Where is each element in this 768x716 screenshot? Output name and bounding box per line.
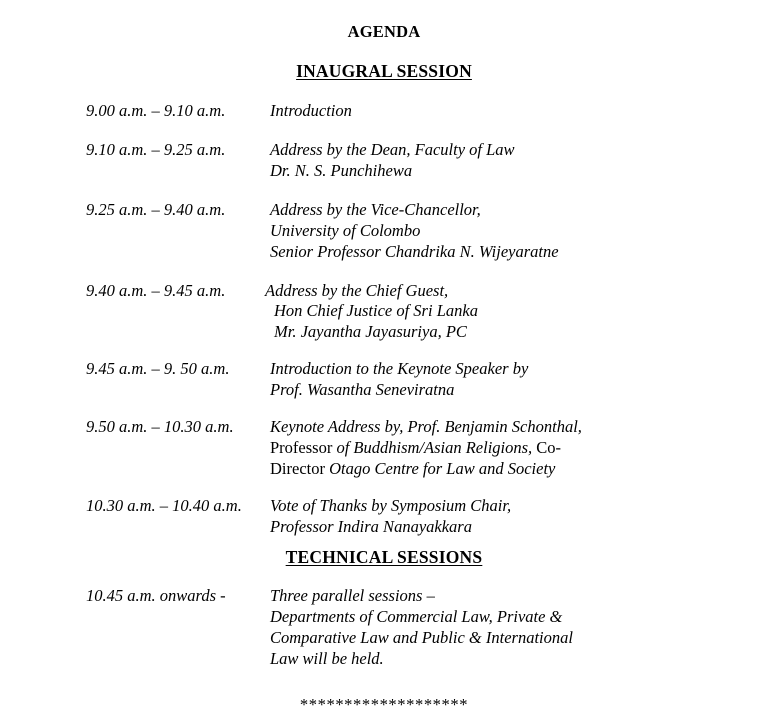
agenda-text-upright: Director <box>270 459 330 479</box>
agenda-row <box>0 417 768 480</box>
agenda-row <box>0 140 768 182</box>
agenda-description-line: Prof. Wasantha Seneviratna <box>270 380 455 400</box>
section-heading-technical-text: TECHNICAL SESSIONS <box>285 547 483 568</box>
agenda-description <box>270 359 768 401</box>
agenda-text-upright: Co- <box>532 438 562 458</box>
agenda-description <box>270 101 768 122</box>
agenda-description <box>270 200 768 263</box>
section-heading-technical <box>0 538 768 570</box>
section-heading-inaugral-text: INAUGRAL SESSION <box>296 60 472 81</box>
agenda-time: 9.50 a.m. – 10.30 a.m. <box>86 417 234 437</box>
agenda-description-line: Three parallel sessions – <box>270 586 435 606</box>
agenda-description-line: Address by the Vice-Chancellor, <box>270 199 481 219</box>
agenda-description-line: Comparative Law and Public & International <box>270 627 573 647</box>
agenda-time: 9.25 a.m. – 9.40 a.m. <box>86 199 226 219</box>
agenda-text-italic: of Buddhism/Asian Religions, <box>336 438 533 458</box>
agenda-row <box>0 200 768 263</box>
agenda-time: 10.30 a.m. – 10.40 a.m. <box>86 496 242 516</box>
agenda-description-line: Law will be held. <box>270 648 384 668</box>
technical-sessions-list <box>0 586 768 670</box>
agenda-description <box>270 586 768 670</box>
section-heading-inaugral <box>0 42 768 82</box>
agenda-description-line: Keynote Address by, Prof. Benjamin Schonthal, <box>270 417 582 437</box>
agenda-description-line: Vote of Thanks by Symposium Chair, <box>270 496 512 516</box>
agenda-text-italic: Otago Centre for Law and Society <box>329 459 556 479</box>
agenda-description-line: Address by the Dean, Faculty of Law <box>270 139 515 159</box>
agenda-description-line: Address by the Chief Guest, <box>265 280 449 300</box>
agenda-description-line: Dr. N. S. Punchihewa <box>270 160 413 180</box>
agenda-description-line: Professor Indira Nanayakkara <box>270 517 472 537</box>
agenda-description-line-mixed <box>270 459 768 480</box>
agenda-description-line: University of Colombo <box>270 220 421 240</box>
agenda-description-line: Introduction <box>270 100 352 120</box>
agenda-text-upright: Professor <box>270 438 337 458</box>
agenda-row <box>0 496 768 538</box>
agenda-row <box>0 281 768 344</box>
agenda-description <box>270 140 768 182</box>
inaugral-session-list <box>0 101 768 538</box>
agenda-time: 9.10 a.m. – 9.25 a.m. <box>86 139 226 159</box>
agenda-description-line: Hon Chief Justice of Sri Lanka <box>274 301 478 321</box>
agenda-description-line-mixed <box>270 438 768 459</box>
agenda-description <box>270 417 768 480</box>
agenda-time: 9.45 a.m. – 9. 50 a.m. <box>86 359 230 379</box>
agenda-time: 10.45 a.m. onwards - <box>86 586 226 606</box>
page-title: AGENDA <box>347 22 421 41</box>
agenda-time: 9.00 a.m. – 9.10 a.m. <box>86 100 226 120</box>
agenda-description <box>270 496 768 538</box>
agenda-description-line: Introduction to the Keynote Speaker by <box>270 359 529 379</box>
agenda-time: 9.40 a.m. – 9.45 a.m. <box>86 280 226 300</box>
agenda-row <box>0 359 768 401</box>
agenda-description-line: Senior Professor Chandrika N. Wijeyaratne <box>270 241 559 261</box>
agenda-description <box>265 281 768 344</box>
footer-separator: ******************* <box>299 694 469 714</box>
agenda-description-line: Mr. Jayantha Jayasuriya, PC <box>274 322 467 342</box>
agenda-description-line: Departments of Commercial Law, Private & <box>270 607 563 626</box>
agenda-row <box>0 101 768 122</box>
agenda-row <box>0 586 768 670</box>
